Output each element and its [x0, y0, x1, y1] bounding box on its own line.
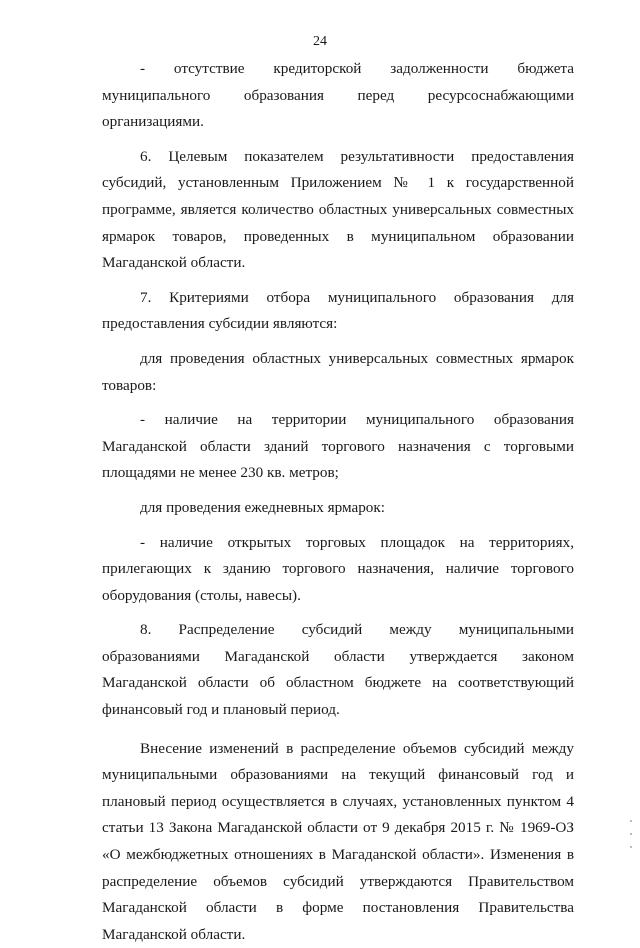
- paragraph-daily-fairs: для проведения ежедневных ярмарок:: [140, 498, 385, 516]
- paragraph-7-selection-criteria: 7. Критериями отбора муниципального образования для предоставления субсидии являются:: [102, 288, 574, 333]
- scan-margin-marks: [630, 820, 632, 850]
- paragraph-trade-buildings: - наличие на территории муниципального образования Магаданской области зданий торгового назначения с торговыми площадями не менее 230 кв. метров;: [102, 411, 574, 482]
- paragraph-amendments: Внесение изменений в распределение объемов субсидий между муниципальными образованиями на текущий финансовый год и плановый период осуществляется в случаях, установленных пунктом 4 статьи 13 Закона Магаданской области от 9 декабря 2015 г. № 1969-ОЗ «О межбюджетных отношениях в Магаданской области». Изменения в распределение объемов субсидий утверждаются Правительством Магаданской области в форме постановления Правительства Магаданской области.: [102, 739, 574, 943]
- paragraph-6-target-indicator: 6. Целевым показателем результативности предоставления субсидий, установленным Приложением № 1 к государственной программе, является количество областных универсальных совместных ярмарок товаров, проведенных в муниципальном образовании Магаданской области.: [102, 147, 574, 272]
- paragraph-8-distribution: 8. Распределение субсидий между муниципальными образованиями Магаданской области утверждается законом Магаданской области об областном бюджете на соответствующий финансовый год и плановый период.: [102, 621, 574, 719]
- document-body: [102, 56, 574, 948]
- paragraph-open-sites: - наличие открытых торговых площадок на территориях, прилегающих к зданию торгового назначения, наличие торгового оборудования (столы, навесы).: [102, 533, 574, 604]
- page-number: 24: [313, 34, 327, 49]
- paragraph-universal-fairs: для проведения областных универсальных совместных ярмарок товаров:: [102, 349, 574, 394]
- paragraph-no-debt: - отсутствие кредиторской задолженности бюджета муниципального образования перед ресурсоснабжающими организациями.: [102, 60, 574, 131]
